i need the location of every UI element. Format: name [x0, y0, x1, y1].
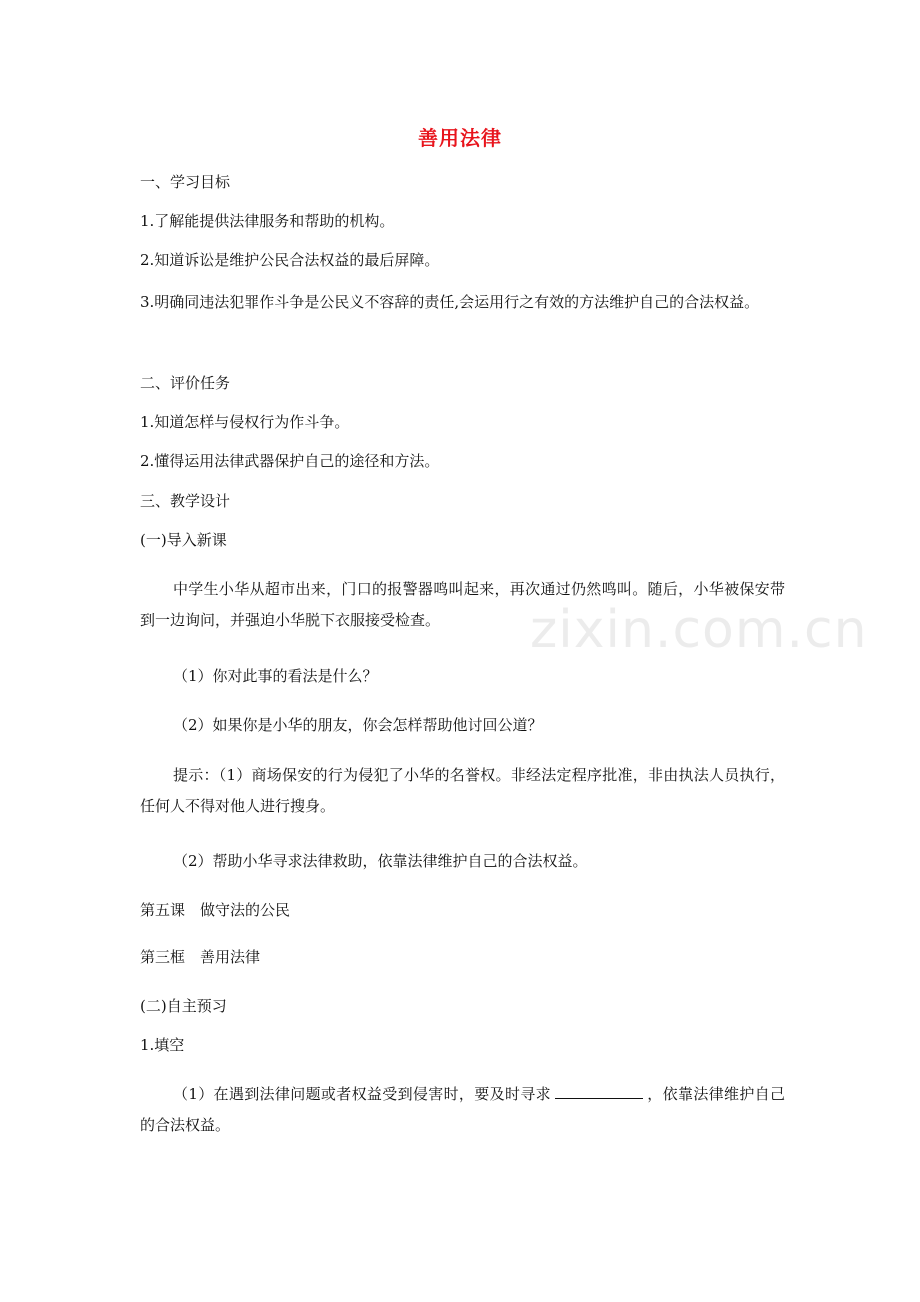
subsection-heading-preview: (二)自主预习 — [140, 997, 227, 1015]
hint-item: （2）帮助小华寻求法律救助，依靠法律维护自己的合法权益。 — [173, 852, 588, 870]
fill-question-before: （1）在遇到法律问题或者权益受到侵害时，要及时寻求 — [173, 1085, 551, 1103]
hint-paragraph: 提示：（1）商场保安的行为侵犯了小华的名誉权。非经法定程序批准，非由执法人员执行，任何人不得对他人进行搜身。 — [140, 766, 785, 815]
objective-item: 2.知道诉讼是维护公民合法权益的最后屏障。 — [140, 251, 440, 269]
evaluation-item: 2.懂得运用法律武器保护自己的途径和方法。 — [140, 452, 440, 470]
section-heading-objectives: 一、学习目标 — [140, 173, 231, 191]
fill-question-after: ，依靠法律维护自己的合法权益。 — [140, 1085, 785, 1134]
fill-heading: 1.填空 — [140, 1036, 185, 1054]
document-title: 善用法律 — [418, 126, 502, 150]
case-paragraph: 中学生小华从超市出来，门口的报警器鸣叫起来，再次通过仍然鸣叫。随后，小华被保安带到一边询问，并强迫小华脱下衣服接受检查。 — [140, 580, 785, 629]
question-item: （2）如果你是小华的朋友，你会怎样帮助他讨回公道？ — [173, 716, 543, 734]
question-item: （1）你对此事的看法是什么？ — [173, 667, 378, 685]
evaluation-item: 1.知道怎样与侵权行为作斗争。 — [140, 413, 350, 431]
watermark: zixin.com.cn — [530, 600, 868, 660]
fill-question — [140, 1079, 785, 1141]
section-heading-design: 三、教学设计 — [140, 492, 231, 510]
objective-item: 3.明确同违法犯罪作斗争是公民义不容辞的责任,会运用行之有效的方法维护自己的合法权益。 — [140, 293, 760, 311]
frame-title: 第三框 善用法律 — [140, 948, 261, 966]
lesson-title: 第五课 做守法的公民 — [140, 901, 291, 919]
subsection-heading-intro: (一)导入新课 — [140, 531, 227, 549]
objective-item: 1.了解能提供法律服务和帮助的机构。 — [140, 212, 395, 230]
section-heading-evaluation: 二、评价任务 — [140, 374, 231, 392]
answer-blank[interactable] — [555, 1084, 643, 1099]
